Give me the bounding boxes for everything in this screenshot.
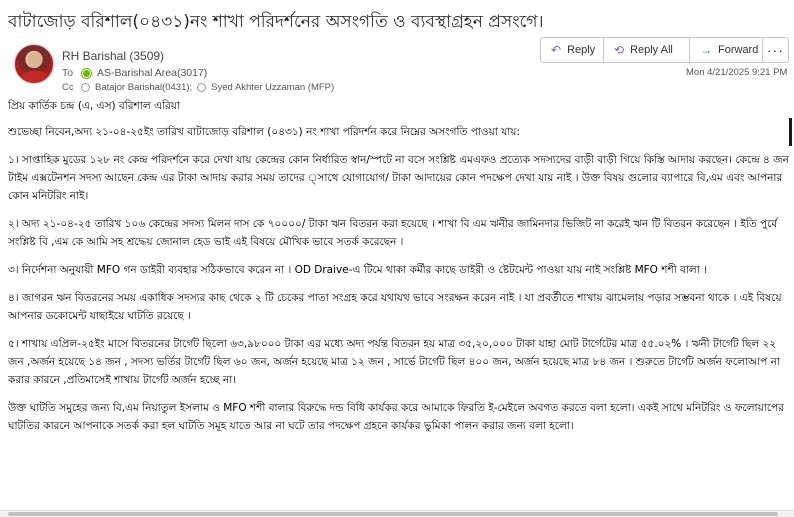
body-closing: উক্ত ঘাটতি সমুহের জন্য বি,এম নিয়াতুল ইসলাম ও MFO শশী বালার বিরুদ্ধে দন্ড বিধি কার্যকর করে আমাকে ফিরতি ই-মেইলে অবগত করতে বলা হলো। একই সাথে মনিটরিং ও ফলোয়াপের ঘাটতির কারনে আপনাকে সতর্ক করা হল ঘাটতি সমূহ যাতে আর না ঘটে তার পদক্ষেপ গ্রহনে কার্যকর ভুমিকা পালন করার জন্য বলা হলো। xyxy=(8,402,784,432)
email-subject: বাটাজোড় বরিশাল(০৪৩১)নং শাখা পরিদর্শনের অসংগতি ও ব্যবস্থাগ্রহন প্রসংগে। xyxy=(8,12,544,32)
cc-line xyxy=(62,82,334,93)
reply-button[interactable] xyxy=(540,37,604,63)
forward-button[interactable] xyxy=(690,37,773,63)
presence-unknown-icon xyxy=(82,84,89,91)
body-point-1: ১। সাপ্তাহিক মুডের ১২৮ নং কেন্দ্র পরিদর্শনে করে দেখা যায় কেন্দ্রের কোন নির্ধারিত স্বান/স্পটে না বসে সংশ্লিষ্ট এমএফও প্রত্যেক সদস্যদের বাড়ী বাড়ী গিয়ে কিস্তি আদায় করছেন। কেন্দ্রে ৪ জন টাইম এক্সটেনশন সদস্য আছেন কেন্দ্র এর টাকা আদায় করার সময় তাদের ্সাথে যোগাযোগ/ টাকা আদায়ের কোন পদক্ষেপ দেখা যায় নাই । উক্ত বিষয় গুলোর ব্যাপারে বি,এম এবং আপনার কোন মনিটরিং নাই। xyxy=(8,154,789,202)
avatar-shirt-shape xyxy=(21,71,49,84)
to-line xyxy=(62,67,207,79)
presence-available-icon xyxy=(82,69,91,78)
reply-all-label: Reply All xyxy=(630,44,673,56)
avatar-head-shape xyxy=(28,52,42,68)
more-dots-icon: ··· xyxy=(767,42,784,58)
message-body xyxy=(8,97,790,445)
sender-avatar[interactable] xyxy=(14,44,54,84)
body-intro: শুভেচ্ছা নিবেন,অদ্য ২১-০৪-২৫ইং তারিখ বাটাজোড় বরিশাল (০৪৩১) নং শাখা পরিদর্শন করে নিম্নের অসংগতি পাওয়া যায়: xyxy=(8,126,521,138)
cc-recipient[interactable]: Syed Akhter Uzzaman (MFP) xyxy=(211,82,335,93)
forward-label: Forward xyxy=(718,44,759,56)
to-recipient[interactable]: AS-Barishal Area(3017) xyxy=(97,67,208,79)
presence-unknown-icon xyxy=(198,84,205,91)
sender-name[interactable]: RH Barishal (3509) xyxy=(62,49,165,63)
forward-arrow-icon: → xyxy=(700,43,712,57)
body-point-3: ৩। নির্দেশনা অনুযায়ী MFO গন ডাইরী ব্যবহার সঠিকভাবে করেন না । OD Draive-এ টিমে থাকা কর্মীর কাছে ডাইরী ও ষ্টেটমেন্ট পাওয়া যায় নাই সংশ্লিষ্ট MFO শশী বালা । xyxy=(8,264,707,276)
body-point-2: ২। অদ্য ২১-০৪-২৫ তারিখ ১০৬ কেন্দ্রের সদস্য মিলন দাস কে ৭০০০০/ টাকা ঋন বিতরন করা হয়েছে । শাখা বি এম ঋনীর জামিনদার ভিজিট না করেই ঋন টি বিতরন করেছেন । ইতি পুর্বে সংশ্লিষ্ট বি ,এম কে আমি সহ শ্রদ্ধেয় জোনাল হেড ভাই এই বিষয়ে মৌখিক ভাবে সতর্ক করেছেন । xyxy=(8,218,778,248)
body-point-4: ৪। জাগরন ঋন বিতরনের সময় একাধিক সদস্যর কাছ থেকে ২ টি চেকের পাতা সংগ্রহ করে যথাযথ ভাবে সংরক্ষন করেন নাই । যা প্রবর্তীতে শাখায় ঝামেলায় পড়ার সম্ভবনা থাকে । এই বিষয়ে আপনার ডকোমেন্ট যাছাইয়ে ঘাটতি রয়েছে । xyxy=(8,292,782,322)
cc-recipient[interactable]: Batajor Barishal(0431); xyxy=(95,82,193,93)
vertical-scroll-indicator[interactable] xyxy=(789,118,792,146)
horizontal-scrollbar-thumb[interactable] xyxy=(8,512,778,516)
horizontal-scrollbar[interactable] xyxy=(0,510,794,517)
reply-all-arrow-icon: ⟲ xyxy=(614,43,625,57)
sent-date: Mon 4/21/2025 9:21 PM xyxy=(686,67,788,78)
reply-label: Reply xyxy=(567,44,596,56)
more-actions-button[interactable] xyxy=(762,37,789,63)
body-point-5: ৫। শাখায় এপ্রিল-২৫ইং মাসে বিতরনের টার্গেট ছিলো ৬৩,৯৮০০০ টাকা এর মধ্যে অদ্য পর্যন্ত বিতরন হয় মাত্র ৩৫,২০,০০০ টাকা যাহা মোট টার্গেটের মাত্র ৫৫.০২% । ঋনী টার্গেট ছিল ২২ জন ,অর্জন হয়েছে ১৪ জন , সদস্য ভর্তির টার্গেট ছিল ৬০ জন, অর্জন হয়েছে মাত্র ১২ জন , সার্ভে টার্গেট ছিল ৪০০ জন, অর্জন হয়েছে মাত্র ৮৪ জন । শুরুতে টার্গেট অর্জন ফলোআপ না করার কারনে ,প্রতিমাসেই শাখায় টার্গেট অর্জন হচ্ছে না। xyxy=(8,338,780,386)
to-label: To xyxy=(62,67,74,79)
message-actions xyxy=(540,37,784,63)
cc-label: Cc xyxy=(62,82,74,93)
body-greeting: প্রিয় কার্তিক চন্দ্র (এ, এস) বরিশাল এরিয়া xyxy=(8,100,180,112)
reply-arrow-icon: ↶ xyxy=(551,43,562,57)
reply-all-button[interactable] xyxy=(604,37,690,63)
